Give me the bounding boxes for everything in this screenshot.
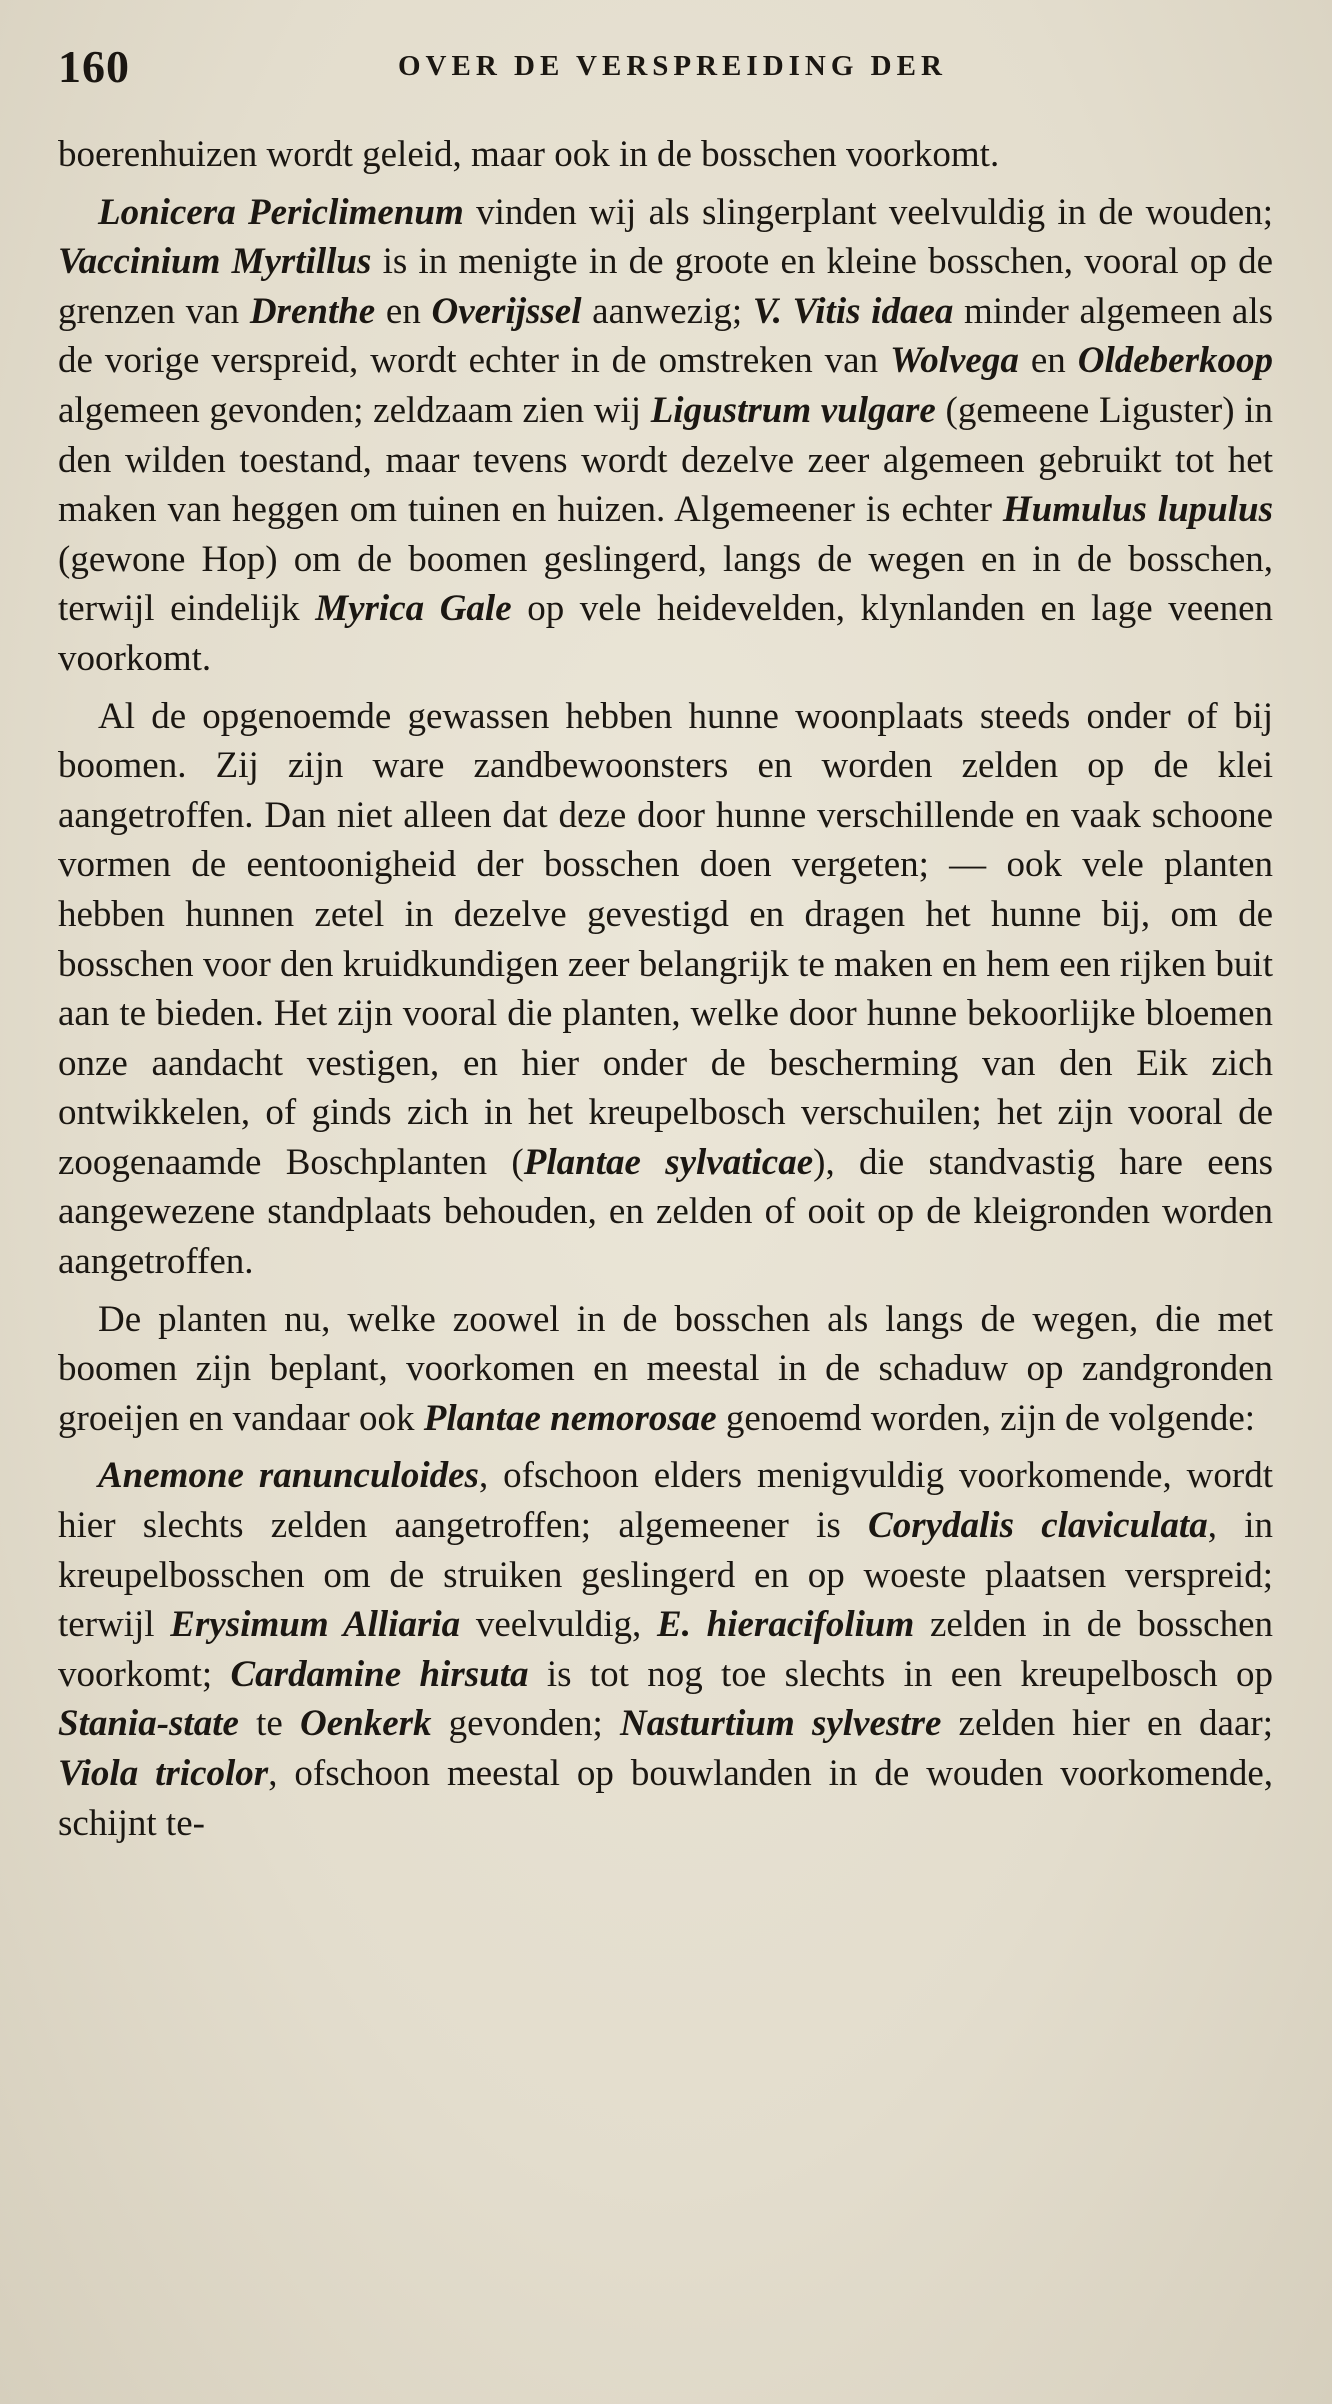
text-run: , ofschoon elders menigvuldig voorkomende, wordt hier slechts zelden aangetroffen; algemeener is <box>58 1455 1273 1547</box>
species-name: V. Vitis idaea <box>752 290 954 332</box>
species-name: Myrica Gale <box>315 588 512 630</box>
species-name: Nasturtium sylvestre <box>619 1703 942 1745</box>
text-run: te <box>238 1703 300 1745</box>
text-run: algemeen gevonden; zeldzaam zien wij <box>58 389 651 431</box>
text-run: minder algemeen als de vorige verspreid, wordt echter in de omstreken van <box>58 290 1273 382</box>
text-run: veelvuldig, <box>460 1604 658 1646</box>
species-name: Wolvega <box>890 340 1019 382</box>
text-run: genoemd worden, zijn de volgende: <box>716 1397 1256 1439</box>
species-name: Stania-state <box>58 1703 239 1745</box>
species-name: Overijssel <box>431 290 582 332</box>
text-run: op vele heidevelden, klynlanden en lage veenen voorkomt. <box>58 588 1273 679</box>
species-name: Oldeberkoop <box>1077 340 1273 382</box>
species-name: Erysimum Alliaria <box>170 1604 461 1646</box>
text-run: is tot nog toe slechts in een kreupelbosch op <box>528 1653 1273 1695</box>
paragraph <box>58 1295 1273 1444</box>
species-name: Ligustrum vulgare <box>650 389 936 431</box>
species-name: Vaccinium Myrtillus <box>58 241 372 283</box>
text-run: zelden in de bosschen voorkomt; <box>58 1604 1273 1695</box>
species-name: Plantae sylvaticae <box>523 1141 814 1183</box>
species-name: Cardamine hirsuta <box>230 1653 529 1695</box>
paragraph <box>58 188 1273 684</box>
species-name: Viola tricolor <box>58 1753 269 1794</box>
species-name: E. hieracifolium <box>657 1604 915 1646</box>
text-run: De planten nu, welke zoowel in de bosschen als langs de wegen, die met boomen zijn beplant, voorkomen en meestal in de schaduw op zandgronden groeijen en vandaar ook <box>58 1298 1273 1439</box>
text-run: en <box>375 290 432 332</box>
species-name: Anemone ranunculoides <box>98 1455 479 1497</box>
page-number: 160 <box>58 41 130 92</box>
text-run: aanwezig; <box>581 290 753 332</box>
species-name: Lonicera Periclimenum <box>98 191 464 233</box>
body-text <box>58 130 1273 1856</box>
running-title: OVER DE VERSPREIDING DER <box>398 50 947 82</box>
text-run: vinden wij als slingerplant veelvuldig in de wouden; <box>463 191 1273 233</box>
text-run: en <box>1018 340 1078 382</box>
text-run: is in menigte in de groote en kleine bosschen, vooral op de grenzen van <box>58 241 1273 332</box>
paragraph <box>58 1451 1273 1848</box>
species-name: Plantae nemorosae <box>423 1397 717 1439</box>
species-name: Drenthe <box>249 290 376 332</box>
species-name: Corydalis claviculata <box>868 1505 1208 1547</box>
paragraph <box>58 130 1273 180</box>
text-run: (gewone Hop) om de boomen geslingerd, langs de wegen en in de bosschen, terwijl eindelijk <box>58 538 1273 630</box>
text-run: Al de opgenoemde gewassen hebben hunne woonplaats steeds onder of bij boomen. Zij zijn ware zandbewoonsters en worden zelden op de klei aangetroffen. Dan niet alleen dat deze door hunne verschillende en vaak schoone vormen de eentoonigheid der bosschen doen vergeten; — ook vele planten hebben hunnen zetel in dezelve gevestigd en dragen het hunne bij, om de bosschen voor den kruidkundigen zeer belangrijk te maken en hem een rijken buit aan te bieden. Het zijn vooral die planten, welke door hunne bekoorlijke bloemen onze aandacht vestigen, en hier onder de bescherming van den Eik zich ontwikkelen, of ginds zich in het kreupelbosch verschuilen; het zijn vooral de zoogenaamde Boschplanten ( <box>58 695 1273 1183</box>
text-run: (gemeene Liguster) in den wilden toestand, maar tevens wordt dezelve zeer algemeen gebruikt tot het maken van heggen om tuinen en huizen. Algemeener is echter <box>58 389 1274 531</box>
species-name: Oenkerk <box>299 1703 432 1745</box>
text-run: zelden hier en daar; <box>941 1703 1273 1745</box>
running-head <box>58 40 1268 100</box>
text-run: gevonden; <box>431 1703 620 1745</box>
text-run: ), die standvastig hare eens aangewezene standplaats behouden, en zelden of ooit op de kleigronden worden aangetroffen. <box>58 1141 1273 1283</box>
paragraph <box>58 692 1273 1287</box>
species-name: Humulus lupulus <box>1002 489 1273 531</box>
text-run: , ofschoon meestal op bouwlanden in de wouden voorkomende, schijnt te- <box>58 1753 1273 1844</box>
text-run: , in kreupelbosschen om de struiken geslingerd en op woeste plaatsen verspreid; terwijl <box>58 1505 1273 1646</box>
text-run: boerenhuizen wordt geleid, maar ook in de bosschen voorkomt. <box>58 134 1000 175</box>
